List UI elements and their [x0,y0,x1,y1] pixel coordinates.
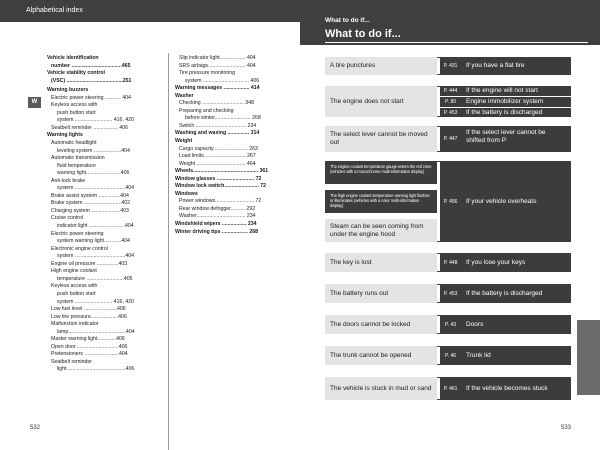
index-entry: High engine coolant [51,268,97,275]
problem-engine-no-start: The engine does not start [325,86,437,117]
index-entry: Switch ................................... 234 [179,122,257,129]
index-column-2 [175,55,279,236]
index-entry: Anti-lock brake [51,177,86,184]
index-entry: Window lock switch........................ 72 [175,183,267,190]
index-entry: Warning buzzers [47,87,89,94]
page-ref-link[interactable]: P. 456 [440,161,461,242]
problem-coolant-light-flashes: The high engine coolant temperature warning light flashes or illuminates (vehicles with a color multi-information display) [325,190,437,213]
index-entry: Load limits............................. 267 [179,153,256,160]
page-ref-link[interactable]: P. 448 [440,253,461,272]
page-ref-link[interactable]: P. 46 [440,346,461,365]
index-entry: Rear window defogger.......... 292 [179,205,256,212]
index-entry: before winter......................... 268 [185,115,261,122]
index-entry: system ...................................404 [57,185,134,192]
index-entry: number ...................................465 [51,62,131,69]
section-title: What to do if... [325,28,401,40]
index-entry: Washing and waxing ............... 314 [175,130,260,137]
index-entry: Brake system ..........................402 [51,200,130,207]
solution-battery-discharged-2: If the battery is discharged [461,284,571,303]
index-entry: Electric power steering ........... 404 [51,94,131,101]
index-entry: Low tire pressure...................406 [51,313,127,320]
index-entry: fluid temperature [57,162,96,169]
index-entry: Electronic engine control [51,245,108,252]
solution-lost-keys: If you lose your keys [461,253,571,272]
index-entry: push button start [57,290,96,297]
solution-select-lever: If the select lever cannot be shifted from P [461,126,571,152]
page-ref-link[interactable]: P. 80 [440,97,461,107]
index-entry: Master warning light.............406 [51,336,125,343]
index-entry: Power windows........................... 72 [179,198,262,205]
index-entry: Keyless access with [51,102,98,109]
solution-flat-tire: If you have a flat tire [461,57,571,75]
index-entry: Electric power steering [51,230,104,237]
index-entry: Slip indicator light.................. 404 [179,55,256,61]
index-entry: Windshield wipers ................. 234 [175,221,257,228]
index-entry: Weight .................................. 464 [179,160,256,167]
index-entry: Checking ............................. 348 [179,100,254,107]
index-entry: system ...................................404 [57,253,134,260]
solution-engine-immobilizer: Engine immobilizer system [461,97,571,107]
index-entry: system ................................ 406 [185,77,260,84]
problem-steam-from-hood: Steam can be seen coming from under the engine hood [325,219,437,242]
page-ref-link[interactable]: P. 447 [440,126,461,152]
index-entry: Malfunction indicator [51,321,99,328]
section-side-tab [577,320,600,395]
index-entry: Weight [175,138,193,145]
index-entry: Winter driving tips .................. 268 [175,228,258,235]
solution-trunk-lid: Trunk lid [461,346,571,365]
index-entry: Warning lights [47,132,83,139]
page-ref-link[interactable]: P. 444 [440,86,461,96]
index-entry: Brake assist system ...............404 [51,192,129,199]
problem-select-lever: The select lever cannot be moved out [325,126,437,152]
index-entry: Charging system ....................403 [51,207,129,214]
problem-doors-not-locked: The doors cannot be locked [325,315,437,334]
index-entry: warning light........................406 [57,170,130,177]
index-entry: Washer.................................. 234 [179,213,256,220]
index-entry: Cruise control [51,215,84,222]
page-ref-link[interactable]: P. 453 [440,108,461,117]
index-entry: Washer [175,92,194,99]
index-entry: lamp........................................404 [57,328,135,335]
index-entry: SRS airbags.......................... 404 [179,62,256,69]
index-entry: temperature ..........................405 [57,275,133,282]
index-entry: Automatic transmission [51,155,105,162]
solution-doors: Doors [461,315,571,334]
index-entry: push button start [57,109,96,116]
index-entry: Seatbelt reminder ................. 406 [51,124,128,131]
index-entry: system .......................... 416, 420 [57,117,134,124]
index-entry: Windows [175,190,198,197]
index-column-1 [47,55,157,374]
page-ref-link[interactable]: P. 453 [440,284,461,303]
solution-engine-will-not-start: If the engine will not start [461,86,571,96]
index-entry: Automatic headlight [51,140,97,147]
index-entry: Pretensioners ........................404 [51,351,128,358]
index-entry: Warning messages .................. 414 [175,85,260,92]
index-entry: system warning light............404 [57,238,130,245]
index-entry: Seatbelt reminder [51,358,92,365]
header-rule [325,42,588,43]
index-entry: Low fuel level .......................406 [51,306,126,313]
solution-overheat: If your vehicle overheats [461,161,571,242]
page-ref-link[interactable]: P. 43 [440,315,461,334]
index-entry: Preparing and checking [179,107,234,114]
index-entry: Vehicle identification [47,55,99,61]
index-entry: light.........................................406 [57,366,135,373]
index-entry: Tire pressure monitoring [179,70,236,77]
index-entry: system .......................... 416, 420 [57,298,134,305]
index-entry: Cargo capacity........................ 263 [179,145,258,152]
page-number-left: 532 [30,425,41,431]
problem-battery-runs-out: The battery runs out [325,284,437,303]
solution-battery-discharged: If the battery is discharged [461,108,571,117]
left-page-header: Alphabetical index [0,0,300,22]
page-number-right: 533 [561,425,572,431]
index-entry: Vehicle stability control [47,70,105,77]
column-divider [168,53,169,450]
index-letter-tab: W [28,97,41,108]
section-subtitle: What to do if... [325,17,370,24]
problem-trunk-not-open: The trunk cannot be opened [325,346,437,365]
problem-vehicle-stuck: The vehicle is stuck in mud or sand [325,377,437,400]
problem-flat-tire: A tire punctures [325,57,437,75]
index-entry: Open door .............................406 [51,343,128,350]
page-ref-link[interactable]: P. 431 [440,57,461,75]
index-entry: Keyless access with [51,283,98,290]
problem-coolant-gauge-red: The engine coolant temperature gauge enters the red zone (vehicles with a monochrome multi-information display) [325,161,437,184]
index-entry: Wheels............................................. 361 [175,168,269,175]
index-entry: indicator light .........................404 [57,223,134,230]
solution-vehicle-stuck: If the vehicle becomes stuck [461,377,571,400]
index-entry: leveling system ...................404 [57,147,130,154]
index-entry: Engine oil pressure ...............403 [51,260,128,267]
index-entry: (VSC) .......................................251 [51,77,132,84]
problem-key-lost: The key is lost [325,253,437,272]
index-entry: Window glasses .......................... 72 [175,175,262,182]
right-page-header [300,0,600,45]
page-ref-link[interactable]: P. 461 [440,377,461,400]
